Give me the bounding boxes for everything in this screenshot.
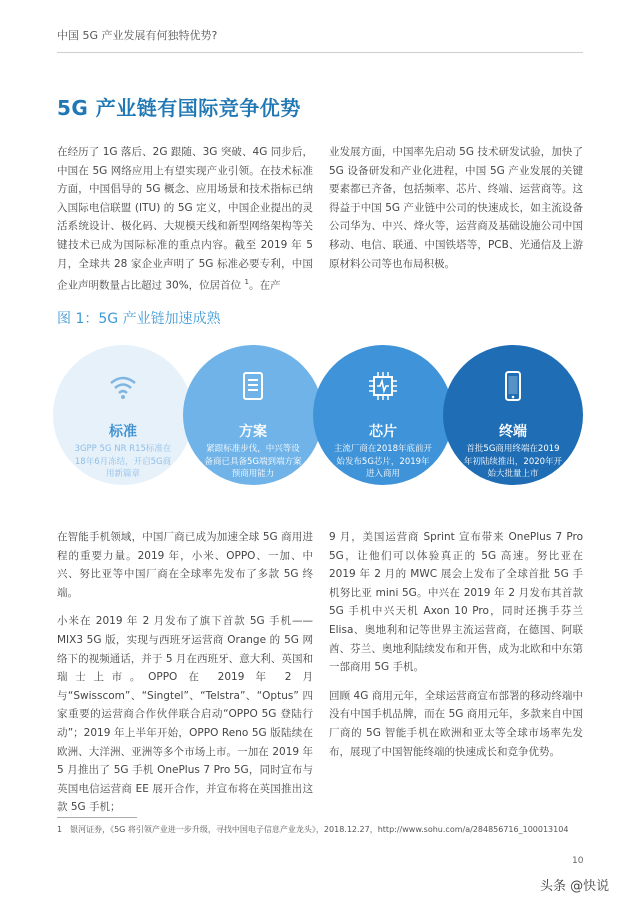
running-header: 中国 5G 产业发展有何独特优势?: [57, 29, 218, 42]
circle-chip-desc: 主流厂商在2018年底前开始发布5G芯片，2019年进入商用: [333, 444, 433, 479]
circle-standard: [53, 345, 193, 485]
document-icon: [236, 369, 270, 403]
intro-right-column: [329, 143, 583, 273]
footnote-text: 1 银河证券，《5G 将引领产业进一步升级，寻找中国电子信息产业龙头》，2018.12.27，http://www.sohu.com/a/284856716_100013104: [57, 825, 569, 834]
circle-terminal: [443, 345, 583, 485]
intro-left-tail: 。在产: [249, 279, 281, 292]
intro-left-column: [57, 143, 313, 295]
figure-title: 图 1：5G 产业链加速成熟: [57, 311, 221, 327]
page-number: 10: [572, 856, 584, 866]
circle-solution-label: 方案: [239, 424, 267, 440]
figure-circles: [0, 345, 640, 520]
watermark: 头条 @快说: [540, 879, 610, 894]
wifi-icon: [106, 369, 140, 403]
body-left-column: [57, 528, 313, 827]
footnote-ref[interactable]: 1: [244, 278, 249, 287]
circle-standard-desc: 3GPP 5G NR R15标准在18年6月冻结，开启5G商用新篇章: [74, 444, 172, 479]
phone-icon: [496, 369, 530, 403]
intro-left-text: 在经历了 1G 落后、2G 跟随、3G 突破、4G 同步后，中国在 5G 网络应用上有望实现产业引领。在技术标准方面，中国倡导的 5G 概念、应用场景和技术指标已纳入国际电信联盟 (ITU) 的 5G 定义，中国企业提出的灵活系统设计、极化码、大规模天线和新型网络架构等关键技术已成为国际标准的重点内容。截至 2019 年 5 月，全球共 28 家企业声明了 5G 标准必要专利，中国企业声明数量占比超过 30%，位居首位: [57, 146, 313, 292]
body-right-paragraph-1: 9 月，美国运营商 Sprint 宣布带来 OnePlus 7 Pro 5G，让他们可以体验真正的 5G 高速。努比亚在 2019 年 2 月的 MWC 展会上发布了全球首批 5G 手机努比亚 mini 5G。中兴在 2019 年 2 月发布其首款 5G 手机中兴天机 Axon 10 Pro，同时还携手芬兰 Elisa、奥地利和记等世界主流运营商，在德国、阿联酋、芬兰、奥地利陆续发布和开售，成为北欧和中东第一部商用 5G 手机。: [329, 531, 583, 674]
circle-chip: [313, 345, 453, 485]
body-right-column: [329, 528, 583, 771]
circle-solution-desc: 紧跟标准步伐，中兴等设备商已具备5G端到端方案预商用能力: [204, 444, 302, 479]
body-right-paragraph-2: 回顾 4G 商用元年，全球运营商宣布部署的移动终端中没有中国手机品牌，而在 5G 商用元年，多款来自中国厂商的 5G 智能手机在欧洲和亚太等全球市场率先发布，展现了中国智能终端的快速成长和竞争优势。: [329, 689, 583, 758]
circle-chip-label: 芯片: [369, 424, 397, 440]
circle-terminal-label: 终端: [499, 424, 527, 440]
header-divider: [57, 52, 583, 53]
chip-icon: [366, 369, 400, 403]
circle-solution: [183, 345, 323, 485]
section-title: 5G 产业链有国际竞争优势: [57, 96, 301, 120]
body-left-paragraph-1: 在智能手机领域，中国厂商已成为加速全球 5G 商用进程的重要力量。2019 年，小米、OPPO、一加、中兴、努比亚等中国厂商在全球率先发布了多款 5G 终端。: [57, 531, 313, 599]
circle-terminal-desc: 首批5G商用终端在2019年初陆续推出，2020年开始大批量上市: [463, 444, 563, 479]
body-left-paragraph-2: 小米在 2019 年 2 月发布了旗下首款 5G 手机——MIX3 5G 版，实现与西班牙运营商 Orange 的 5G 网络下的视频通话，并于 5 月在西班牙、意大利、英国和瑞士上市。OPPO 在 2019 年 2 月与“Swisscom”、“Singtel”、“Telstra”、“Optus” 四家重要的运营商合作伙伴联合启动“OPPO 5G 登陆行动”；2019 年上半年开始，OPPO Reno 5G 版陆续在欧洲、大洋洲、亚洲等多个市场上市。一加在 2019 年 5 月推出了 5G 手机 OnePlus 7 Pro 5G，同时宣布与英国电信运营商 EE 展开合作，并宣布将在英国推出这款 5G 手机；: [57, 615, 313, 814]
circle-standard-label: 标准: [109, 424, 137, 440]
footnote-divider: [57, 817, 137, 818]
intro-right-text: 业发展方面，中国率先启动 5G 技术研发试验，加快了 5G 设备研发和产业化进程，中国 5G 产业发展的关键要素都已齐备，包括频率、芯片、终端、运营商等。这得益于中国 5G 产业链中公司的快速成长，如主流设备公司华为、中兴、烽火等，运营商及基础设施公司中国移动、电信、联通、中国铁塔等，PCB、光通信及上游原材料公司等也布局积极。: [329, 146, 583, 270]
